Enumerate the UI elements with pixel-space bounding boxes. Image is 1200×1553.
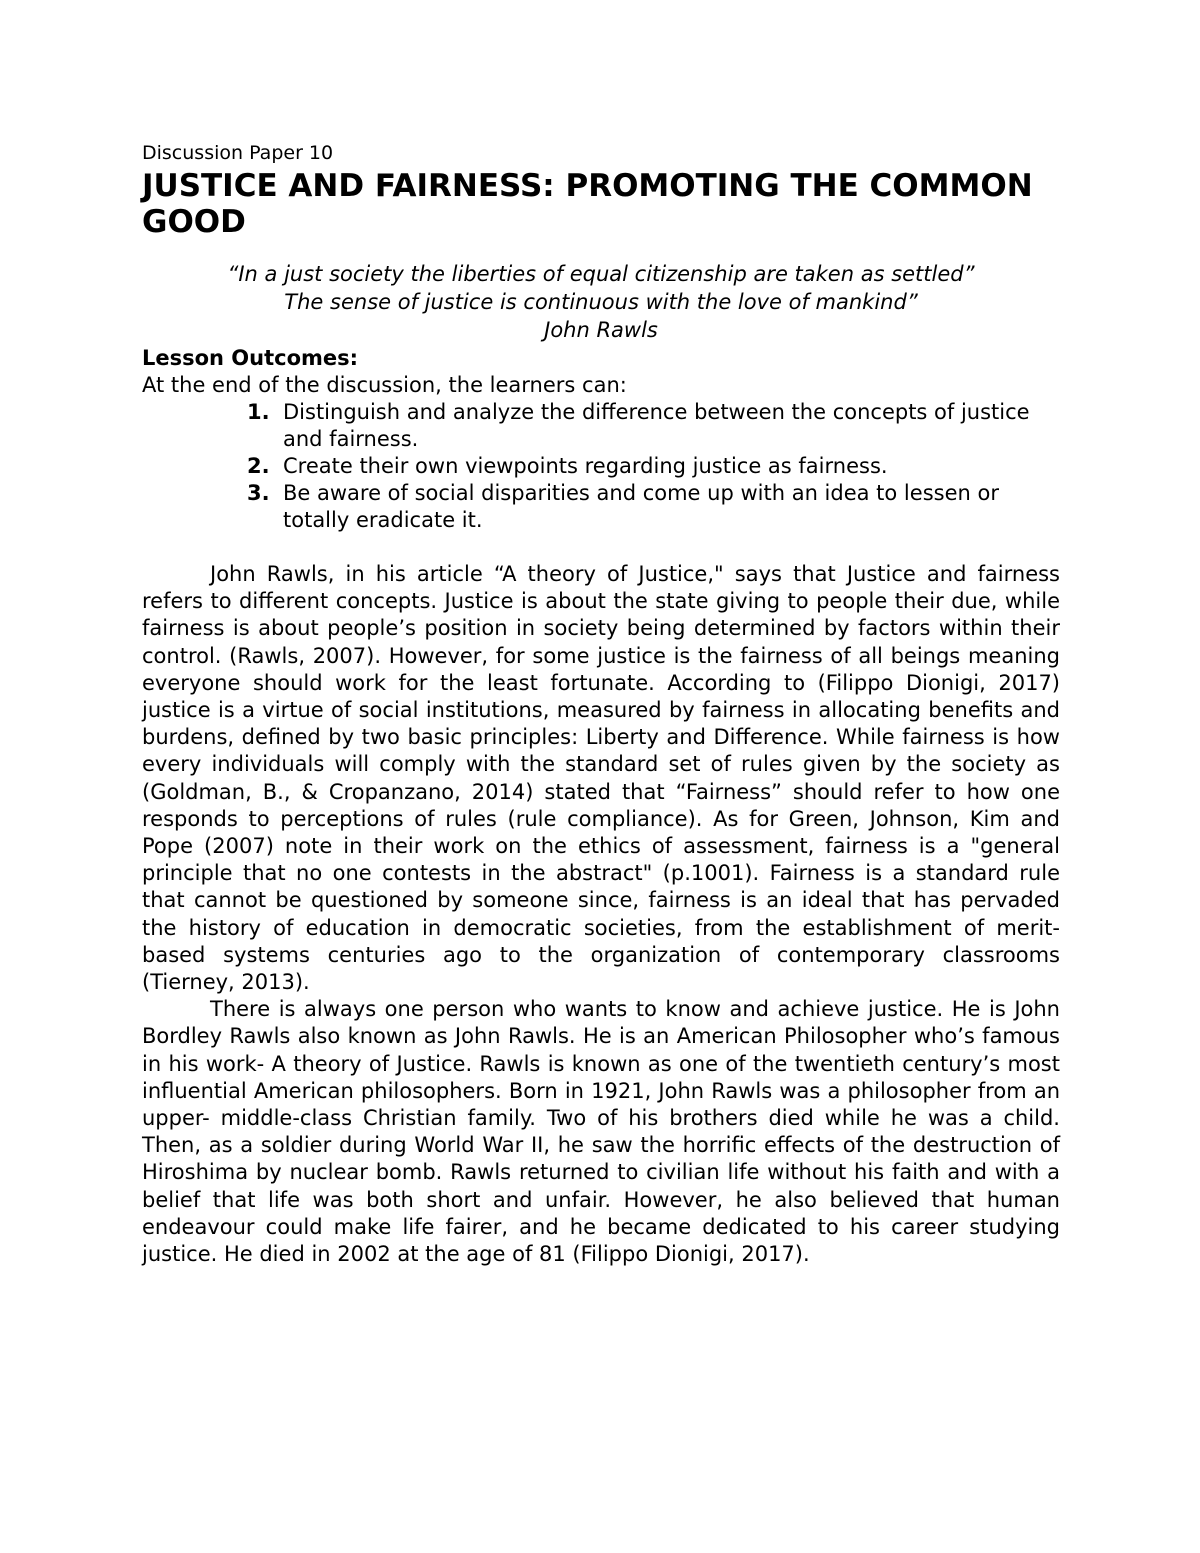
document-page xyxy=(142,138,1060,1268)
list-item-number: 1. xyxy=(247,400,270,424)
list-item-number: 3. xyxy=(247,481,270,505)
list-item xyxy=(247,480,1060,534)
lesson-outcomes-list xyxy=(142,399,1060,534)
epigraph-line-2: The sense of justice is continuous with the love of mankind” xyxy=(284,290,918,314)
document-title: JUSTICE AND FAIRNESS: PROMOTING THE COMMON GOOD xyxy=(142,168,1033,240)
paragraph-spacer xyxy=(142,534,1060,561)
epigraph-line-1: “In a just society the liberties of equal citizenship are taken as settled” xyxy=(227,262,975,286)
list-item-text: Distinguish and analyze the difference between the concepts of justice and fairness. xyxy=(283,400,1030,451)
body-paragraph-2: There is always one person who wants to know and achieve justice. He is John Bordley Rawls also known as John Rawls. He is an American Philosopher who’s famous in his work- A theory of Justice. Rawls is known as one of the twentieth century’s most influential American philosophers. Born in 1921, John Rawls was a philosopher from an upper- middle-class Christian family. Two of his brothers died while he was a child. Then, as a soldier during World War II, he saw the horrific effects of the destruction of Hiroshima by nuclear bomb. Rawls returned to civilian life without his faith and with a belief that life was both short and unfair. However, he also believed that human endeavour could make life fairer, and he became dedicated to his career studying justice. He died in 2002 at the age of 81 (Filippo Dionigi, 2017). xyxy=(142,997,1060,1267)
list-item-text: Create their own viewpoints regarding justice as fairness. xyxy=(283,454,888,478)
list-item-number: 2. xyxy=(247,454,270,478)
lesson-outcomes-heading: Lesson Outcomes: xyxy=(142,346,359,370)
body-paragraph-1: John Rawls, in his article “A theory of Justice," says that Justice and fairness refers to different concepts. Justice is about the state giving to people their due, while fairness is about people’s position in society being determined by factors within their control. (Rawls, 2007). However, for some justice is the fairness of all beings meaning everyone should work for the least fortunate. According to (Filippo Dionigi, 2017) justice is a virtue of social institutions, measured by fairness in allocating benefits and burdens, defined by two basic principles: Liberty and Difference. While fairness is how every individuals will comply with the standard set of rules given by the society as (Goldman, B., & Cropanzano, 2014) stated that “Fairness” should refer to how one responds to perceptions of rules (rule compliance). As for Green, Johnson, Kim and Pope (2007) note in their work on the ethics of assessment, fairness is a "general principle that no one contests in the abstract" (p.1001). Fairness is a standard rule that cannot be questioned by someone since, fairness is an ideal that has pervaded the history of education in democratic societies, from the establishment of merit-based systems centuries ago to the organization of contemporary classrooms (Tierney, 2013). xyxy=(142,562,1060,995)
paper-number: Discussion Paper 10 xyxy=(142,142,334,164)
list-item xyxy=(247,453,1060,480)
lesson-outcomes-intro: At the end of the discussion, the learners can: xyxy=(142,373,627,397)
list-item xyxy=(247,399,1060,453)
list-item-text: Be aware of social disparities and come up with an idea to lessen or totally eradicate it. xyxy=(283,481,999,532)
epigraph xyxy=(142,260,1060,344)
epigraph-author: John Rawls xyxy=(544,318,658,342)
